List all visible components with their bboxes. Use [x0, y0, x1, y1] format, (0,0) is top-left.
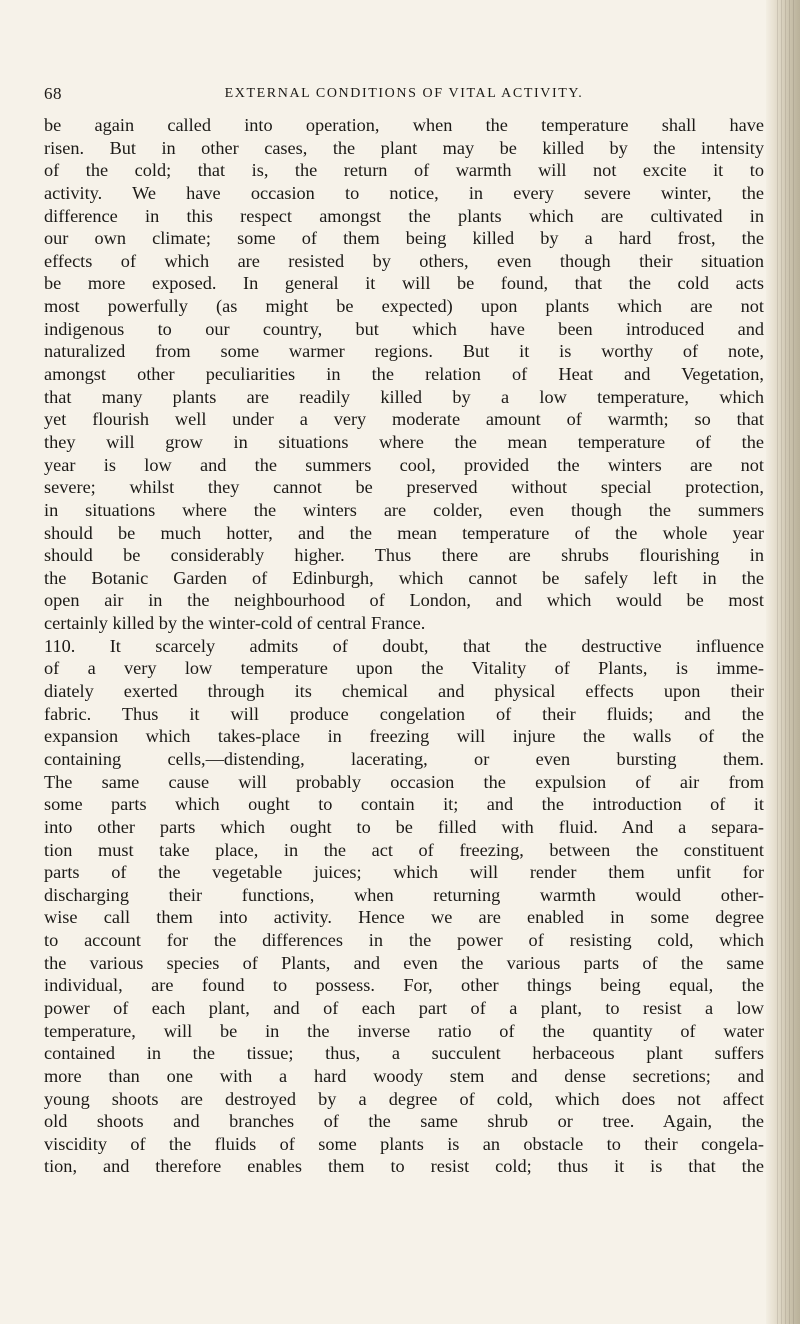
- text-line: parts of the vegetable juices; which will render them unfit for: [44, 862, 764, 883]
- text-line: individual, are found to possess. For, other things being equal, the: [44, 975, 764, 996]
- text-line: most powerfully (as might be expected) upon plants which are not: [44, 296, 764, 317]
- text-line: should be considerably higher. Thus there are shrubs flourishing in: [44, 545, 764, 566]
- text-line: into other parts which ought to be filled with fluid. And a separa-: [44, 816, 764, 837]
- page-number: 68: [44, 84, 62, 103]
- text-line: certainly killed by the winter-cold of central France.: [44, 613, 426, 634]
- text-line: of the cold; that is, the return of warmth will not excite it to: [44, 160, 764, 181]
- text-line: year is low and the summers cool, provided the winters are not: [44, 454, 764, 475]
- text-line: old shoots and branches of the same shrub or tree. Again, the: [44, 1111, 764, 1132]
- text-line: the Botanic Garden of Edinburgh, which cannot be safely left in the: [44, 567, 764, 588]
- text-line: expansion which takes-place in freezing will injure the walls of the: [44, 726, 764, 747]
- page-edge-lines: [777, 0, 797, 1324]
- body-text: [44, 114, 764, 1178]
- text-line: difference in this respect amongst the plants which are cultivated in: [44, 205, 764, 226]
- text-line: fabric. Thus it will produce congelation of their fluids; and the: [44, 703, 764, 724]
- text-line: amongst other peculiarities in the relation of Heat and Vegetation,: [44, 364, 764, 385]
- text-line: young shoots are destroyed by a degree of cold, which does not affect: [44, 1088, 764, 1109]
- text-line: more than one with a hard woody stem and dense secretions; and: [44, 1065, 764, 1086]
- text-line: should be much hotter, and the mean temperature of the whole year: [44, 522, 764, 543]
- text-line: discharging their functions, when returning warmth would other-: [44, 884, 764, 905]
- text-line: effects of which are resisted by others, even though their situation: [44, 250, 764, 271]
- text-line: of a very low temperature upon the Vitality of Plants, is imme-: [44, 658, 764, 679]
- text-line: yet flourish well under a very moderate amount of warmth; so that: [44, 409, 764, 430]
- text-line: tion, and therefore enables them to resist cold; thus it is that the: [44, 1156, 764, 1177]
- text-line: activity. We have occasion to notice, in every severe winter, the: [44, 182, 764, 203]
- text-line: containing cells,—distending, lacerating, or even bursting them.: [44, 748, 764, 769]
- text-line: temperature, will be in the inverse ratio of the quantity of water: [44, 1020, 764, 1041]
- text-line: The same cause will probably occasion the expulsion of air from: [44, 771, 764, 792]
- text-line: be again called into operation, when the temperature shall have: [44, 115, 764, 135]
- text-line: some parts which ought to contain it; and the introduction of it: [44, 794, 764, 815]
- text-line: diately exerted through its chemical and physical effects upon their: [44, 681, 764, 702]
- text-line: that many plants are readily killed by a low temperature, which: [44, 386, 764, 407]
- text-line: indigenous to our country, but which have been introduced and: [44, 318, 764, 339]
- text-line: open air in the neighbourhood of London, and which would be most: [44, 590, 764, 611]
- text-line: naturalized from some warmer regions. But it is worthy of note,: [44, 341, 764, 362]
- text-line: the various species of Plants, and even the various parts of the same: [44, 952, 764, 973]
- text-line: be more exposed. In general it will be found, that the cold acts: [44, 273, 764, 294]
- running-head: EXTERNAL CONDITIONS OF VITAL ACTIVITY.: [224, 86, 584, 101]
- page-header: [44, 84, 764, 106]
- text-line: severe; whilst they cannot be preserved without special protection,: [44, 477, 764, 498]
- text-line: in situations where the winters are colder, even though the summers: [44, 499, 764, 520]
- text-line: they will grow in situations where the mean temperature of the: [44, 431, 764, 452]
- text-line: contained in the tissue; thus, a succulent herbaceous plant suffers: [44, 1043, 764, 1064]
- text-line: tion must take place, in the act of freezing, between the constituent: [44, 839, 764, 860]
- text-line: wise call them into activity. Hence we are enabled in some degree: [44, 907, 764, 928]
- text-line: our own climate; some of them being killed by a hard frost, the: [44, 228, 764, 249]
- text-line: risen. But in other cases, the plant may be killed by the intensity: [44, 137, 764, 158]
- text-line: viscidity of the fluids of some plants is an obstacle to their congela-: [44, 1133, 764, 1154]
- text-line: 110. It scarcely admits of doubt, that the destructive influence: [44, 635, 764, 656]
- text-line: power of each plant, and of each part of a plant, to resist a low: [44, 997, 764, 1018]
- text-line: to account for the differences in the power of resisting cold, which: [44, 930, 764, 951]
